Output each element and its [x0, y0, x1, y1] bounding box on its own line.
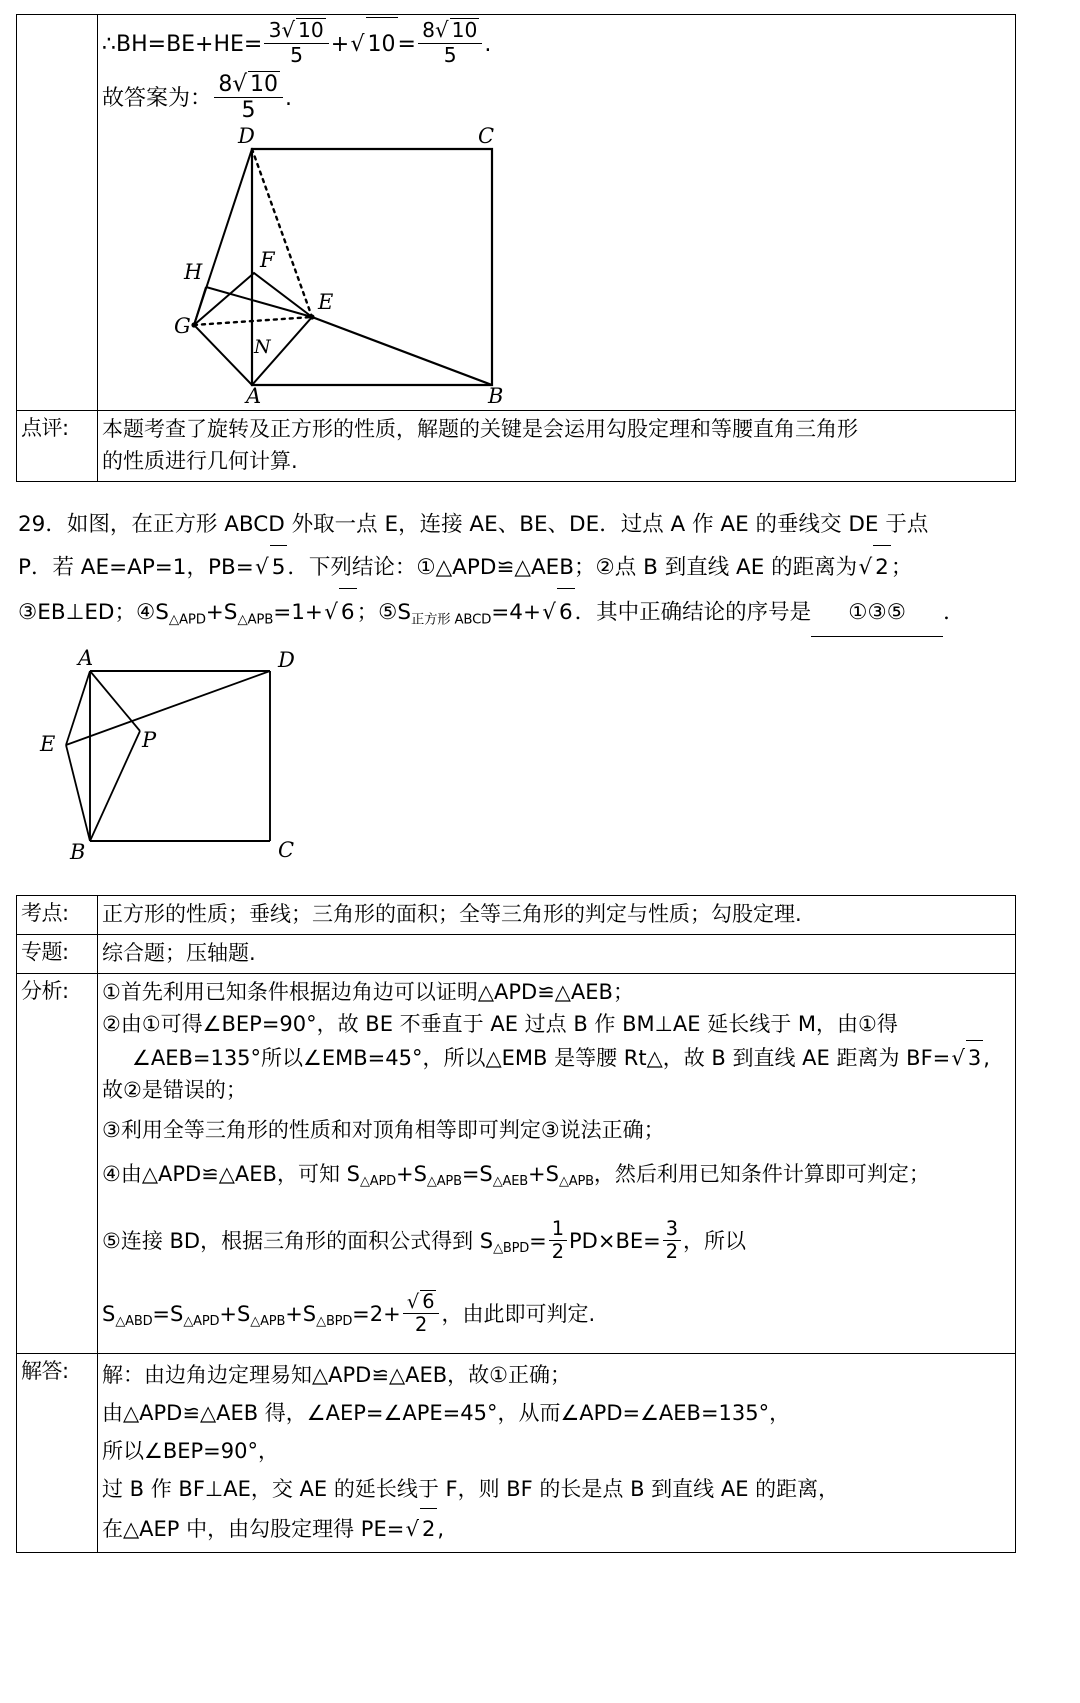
fraction-sqrt6-over-2: $\frac{√ 6}{2}$ — [403, 1290, 440, 1336]
fenxi-i4-sub3: △AEB — [492, 1174, 529, 1190]
q29-sub-apb: △APB — [237, 612, 274, 628]
fraction-8root10-over-5: $\frac{8√ 10}{5}$ — [418, 18, 482, 67]
fenxi-i5l2-c: +S — [219, 1301, 251, 1326]
table-row — [17, 15, 1016, 411]
fraction-3-over-2: $\frac{3}{2}$ — [663, 1219, 681, 1263]
answer-blank[interactable]: ①③⑤ — [811, 590, 943, 637]
fenxi-item-2-line-2 — [102, 1040, 1011, 1074]
q29-l3-b: +S — [205, 600, 238, 626]
fenxi-i4-d: +S — [528, 1162, 559, 1187]
kaodian-label: 考点: — [17, 896, 98, 935]
eq-suffix: . — [484, 32, 492, 57]
fenxi-i5-c: PD×BE= — [569, 1228, 661, 1253]
figure2-label-D: D — [278, 648, 295, 673]
kaodian-text: 正方形的性质；垂线；三角形的面积；全等三角形的判定与性质；勾股定理. — [98, 896, 1016, 935]
document-page — [0, 14, 1080, 1703]
jieda-l5-a: 在△AEP 中，由勾股定理得 PE= — [102, 1516, 405, 1541]
figure2-label-E: E — [40, 732, 56, 757]
q29-l2-a: P．若 AE=AP=1，PB= — [18, 555, 254, 581]
jieda-line-3: 所以∠BEP=90°， — [102, 1438, 279, 1463]
sqrt-10-b: 8√ 10 — [422, 17, 478, 43]
fenxi-i5-b: = — [529, 1228, 547, 1253]
sqrt-2: √ 2 — [857, 545, 891, 588]
question-29-line-2 — [18, 545, 1024, 588]
answer-line — [102, 71, 1011, 127]
analysis-table — [16, 895, 1016, 1552]
fenxi-i5l2-sub1: △ABD — [115, 1313, 153, 1329]
fenxi-content — [98, 974, 1016, 1353]
fenxi-i2-a: ∠AEB=135°所以∠EMB=45°，所以△EMB 是等腰 Rt△，故 B 到直线 AE 距离为 BF= — [132, 1046, 951, 1071]
fenxi-item-4 — [102, 1146, 1011, 1198]
fenxi-i5l2-sub2: △APD — [183, 1313, 220, 1329]
fenxi-i5l2-e: =2+ — [352, 1301, 401, 1326]
fraction-1-over-2: $\frac{1}{2}$ — [549, 1219, 567, 1263]
eq-mid: +√ 10= — [331, 32, 416, 57]
figure-1-container — [102, 124, 1011, 409]
q29-l2-c: ； — [890, 555, 913, 581]
zhuanti-text: 综合题；压轴题. — [98, 935, 1016, 974]
jieda-l5-b: , — [437, 1516, 445, 1541]
figure2-label-A: A — [78, 646, 94, 671]
fenxi-i4-c: =S — [461, 1162, 493, 1187]
square-ABCD-point-E-figure — [28, 646, 318, 869]
q29-l3-f: ．其中正确结论的序号是 — [574, 600, 812, 626]
fenxi-label: 分析: — [17, 974, 98, 1353]
q29-sub-apd: △APD — [168, 612, 206, 628]
jieda-line-2: 由△APD≌△AEB 得，∠AEP=∠APE=45°，从而∠APD=∠AEB=135°， — [102, 1400, 791, 1425]
q29-l3-end: ． — [943, 600, 965, 626]
q29-l3-e: =4+ — [491, 600, 541, 626]
fenxi-item-3: ③利用全等三角形的性质和对顶角相等即可判定③说法正确； — [102, 1118, 665, 1143]
sqrt-10-a: 3√ 10 — [268, 17, 324, 43]
question-29-line-1 — [18, 504, 1024, 545]
fenxi-item-5-line-2 — [102, 1275, 1011, 1349]
fraction-answer-8root10-over-5: $\frac{8√ 10}{5}$ — [214, 71, 283, 122]
comment-text-cell — [98, 411, 1016, 482]
work-and-figure-cell — [98, 15, 1016, 411]
fenxi-item-5-line-1 — [102, 1199, 1011, 1275]
fenxi-item-2-line-1: ②由①可得∠BEP=90°，故 BE 不垂直于 AE 过点 B 作 BM⊥AE 延长线于 M，由①得 — [102, 1012, 898, 1037]
fenxi-i5l2-a: S — [102, 1301, 116, 1326]
figure2-label-C: C — [278, 838, 295, 863]
equation-bh — [102, 17, 1011, 71]
jieda-content — [98, 1353, 1016, 1552]
fenxi-i5l2-b: =S — [152, 1301, 184, 1326]
question-number: 29． — [18, 512, 67, 538]
empty-label-cell — [17, 15, 98, 411]
fenxi-i4-b: +S — [395, 1162, 427, 1187]
fenxi-i5l2-sub4: △BPD — [316, 1313, 353, 1329]
comment-line-1: 本题考查了旋转及正方形的性质，解题的关键是会运用勾股定理和等腰直角三角形 — [102, 417, 858, 442]
answer-suffix: . — [285, 86, 293, 112]
table-row-kaodian — [17, 896, 1016, 935]
table-row-fenxi — [17, 974, 1016, 1353]
question-29-text-1: 如图，在正方形 ABCD 外取一点 E，连接 AE、BE、DE．过点 A 作 AE 的垂线交 DE 于点 — [66, 512, 929, 538]
figure1-label-A: A — [246, 384, 262, 409]
question-29 — [18, 504, 1024, 643]
figure1-label-G: G — [174, 314, 191, 339]
figure1-label-D: D — [238, 124, 255, 149]
fenxi-i4-sub4: △APB — [558, 1174, 594, 1190]
figure1-label-E: E — [318, 290, 334, 315]
fenxi-i5-a: ⑤连接 BD，根据三角形的面积公式得到 S — [102, 1228, 494, 1253]
figure1-label-H: H — [184, 260, 203, 285]
sqrt-3: √ 3 — [950, 1040, 983, 1074]
solution-table-top — [16, 14, 1016, 482]
sqrt-6-a: √ 6 — [323, 588, 357, 636]
eq-prefix: ∴BH=BE+HE= — [102, 32, 263, 57]
fenxi-i4-sub2: △APB — [426, 1174, 462, 1190]
jieda-line-1: 解：由边角边定理易知△APD≌△AEB，故①正确； — [102, 1362, 571, 1387]
fenxi-i5-sub1: △BPD — [493, 1240, 530, 1256]
zhuanti-label: 专题: — [17, 935, 98, 974]
fenxi-item-2-line-3: 故②是错误的； — [102, 1078, 247, 1103]
figure1-label-C: C — [478, 124, 495, 149]
figure1-label-B: B — [488, 384, 504, 409]
q29-l3-d: ；⑤S — [356, 600, 412, 626]
figure1-label-F: F — [260, 248, 275, 273]
q29-l3-a: ③EB⊥ED；④S — [18, 600, 169, 626]
figure-2-container — [28, 646, 1080, 873]
figure2-label-B: B — [70, 840, 86, 865]
sqrt-2-pe: √ 2 — [404, 1508, 437, 1548]
comment-line-2: 的性质进行几何计算. — [102, 449, 298, 474]
fenxi-i5l2-f: ，由此即可判定. — [441, 1301, 596, 1326]
question-29-line-3 — [18, 588, 1024, 643]
fenxi-i5-d: ，所以 — [683, 1228, 747, 1253]
fenxi-i5l2-sub3: △APB — [250, 1313, 286, 1329]
table-row-comment — [17, 411, 1016, 482]
comment-label: 点评: — [17, 411, 98, 482]
figure1-label-N: N — [254, 336, 271, 359]
fenxi-item-1: ①首先利用已知条件根据边角边可以证明△APD≌△AEB； — [102, 980, 634, 1005]
q29-l2-b: ．下列结论：①△APD≌△AEB；②点 B 到直线 AE 的距离为 — [287, 555, 858, 581]
fraction-3root10-over-5: $\frac{3√ 10}{5}$ — [264, 18, 328, 67]
answer-prefix: 故答案为： — [102, 86, 213, 112]
jieda-label: 解答: — [17, 1353, 98, 1552]
table-row-zhuanti — [17, 935, 1016, 974]
jieda-line-5 — [102, 1508, 1011, 1548]
fenxi-i4-e: ，然后利用已知条件计算即可判定； — [593, 1162, 930, 1187]
figure2-label-P: P — [142, 728, 157, 753]
q29-sub-square-abcd: 正方形 ABCD — [411, 612, 492, 628]
fenxi-i5l2-d: +S — [285, 1301, 317, 1326]
fenxi-i4-a: ④由△APD≌△AEB，可知 S — [102, 1162, 360, 1187]
q29-l3-c: =1+ — [273, 600, 323, 626]
jieda-line-4: 过 B 作 BF⊥AE，交 AE 的延长线于 F，则 BF 的长是点 B 到直线 AE 的距离， — [102, 1476, 840, 1501]
square-ABCD-rotation-figure — [102, 124, 522, 409]
sqrt-6-b: √ 6 — [541, 588, 575, 636]
fenxi-i2-b: , — [983, 1046, 990, 1071]
sqrt-5: √ 5 — [254, 545, 288, 588]
fenxi-i4-sub1: △APD — [359, 1174, 396, 1190]
table-row-jieda — [17, 1353, 1016, 1552]
